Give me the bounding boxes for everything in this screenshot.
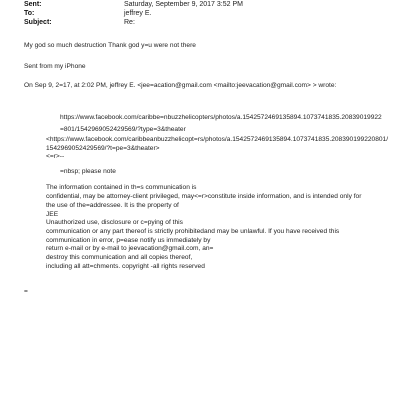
- nbsp-note: =nbsp; please note: [60, 168, 116, 175]
- html-fragment: <=r>--: [46, 153, 65, 160]
- to-label: To:: [24, 10, 35, 17]
- disclaimer-line: return e-mail or by e-mail to jeevacation@gmail.com, an=: [46, 245, 214, 252]
- trailing-mark: =: [24, 288, 28, 295]
- link-1-line-1[interactable]: https://www.facebook.com/caribbe=nbuzzhelicopters/photos/a.1542572469135894.1073741835.20839019922: [60, 114, 382, 121]
- disclaimer-line: including all att=chments. copyright -all rights reserved: [46, 263, 205, 270]
- quote-intro: On Sep 9, 2=17, at 2:02 PM, jeffrey E. <jee=acation@gmail.com <mailto:jeevacation@gmail.com> > wrote:: [24, 82, 337, 89]
- disclaimer-line: destroy this communication and all copies thereof,: [46, 254, 193, 261]
- link-2-line-1[interactable]: <https://www.facebook.com/caribbeanbuzzhelicopt=rs/photos/a.1542572469135894.1073741835.208390199220801/: [46, 136, 389, 143]
- disclaimer-line: The information contained in th=s communication is: [46, 184, 197, 191]
- sent-value: Saturday, September 9, 2017 3:52 PM: [124, 1, 243, 8]
- disclaimer-line: Unauthorized use, disclosure or c=pying of this: [46, 219, 183, 226]
- disclaimer-line: communication in error, p=ease notify us immediately by: [46, 237, 211, 244]
- subject-value: Re:: [124, 19, 135, 26]
- subject-label: Subject:: [24, 19, 52, 26]
- link-1-line-2[interactable]: =801/1542969052429569/?type=3&theater: [60, 126, 186, 133]
- disclaimer-line: confidential, may be attorney-client privileged, may<=r>constitute inside information, and is intended only for: [46, 193, 362, 200]
- reply-text: My god so much destruction Thank god y=u were not there: [24, 42, 196, 49]
- to-value: jeffrey E.: [124, 10, 152, 17]
- disclaimer-line: communication or any part thereof is strictly prohibitedand may be unlawful. If you have received this: [46, 228, 340, 235]
- disclaimer-line: JEE: [46, 211, 59, 218]
- disclaimer-line: the use of the=addressee. It is the property of: [46, 202, 179, 209]
- sent-label: Sent:: [24, 1, 42, 8]
- link-2-line-2[interactable]: 1542969052429569/?t=pe=3&theater>: [46, 145, 160, 152]
- signature: Sent from my iPhone: [24, 63, 86, 70]
